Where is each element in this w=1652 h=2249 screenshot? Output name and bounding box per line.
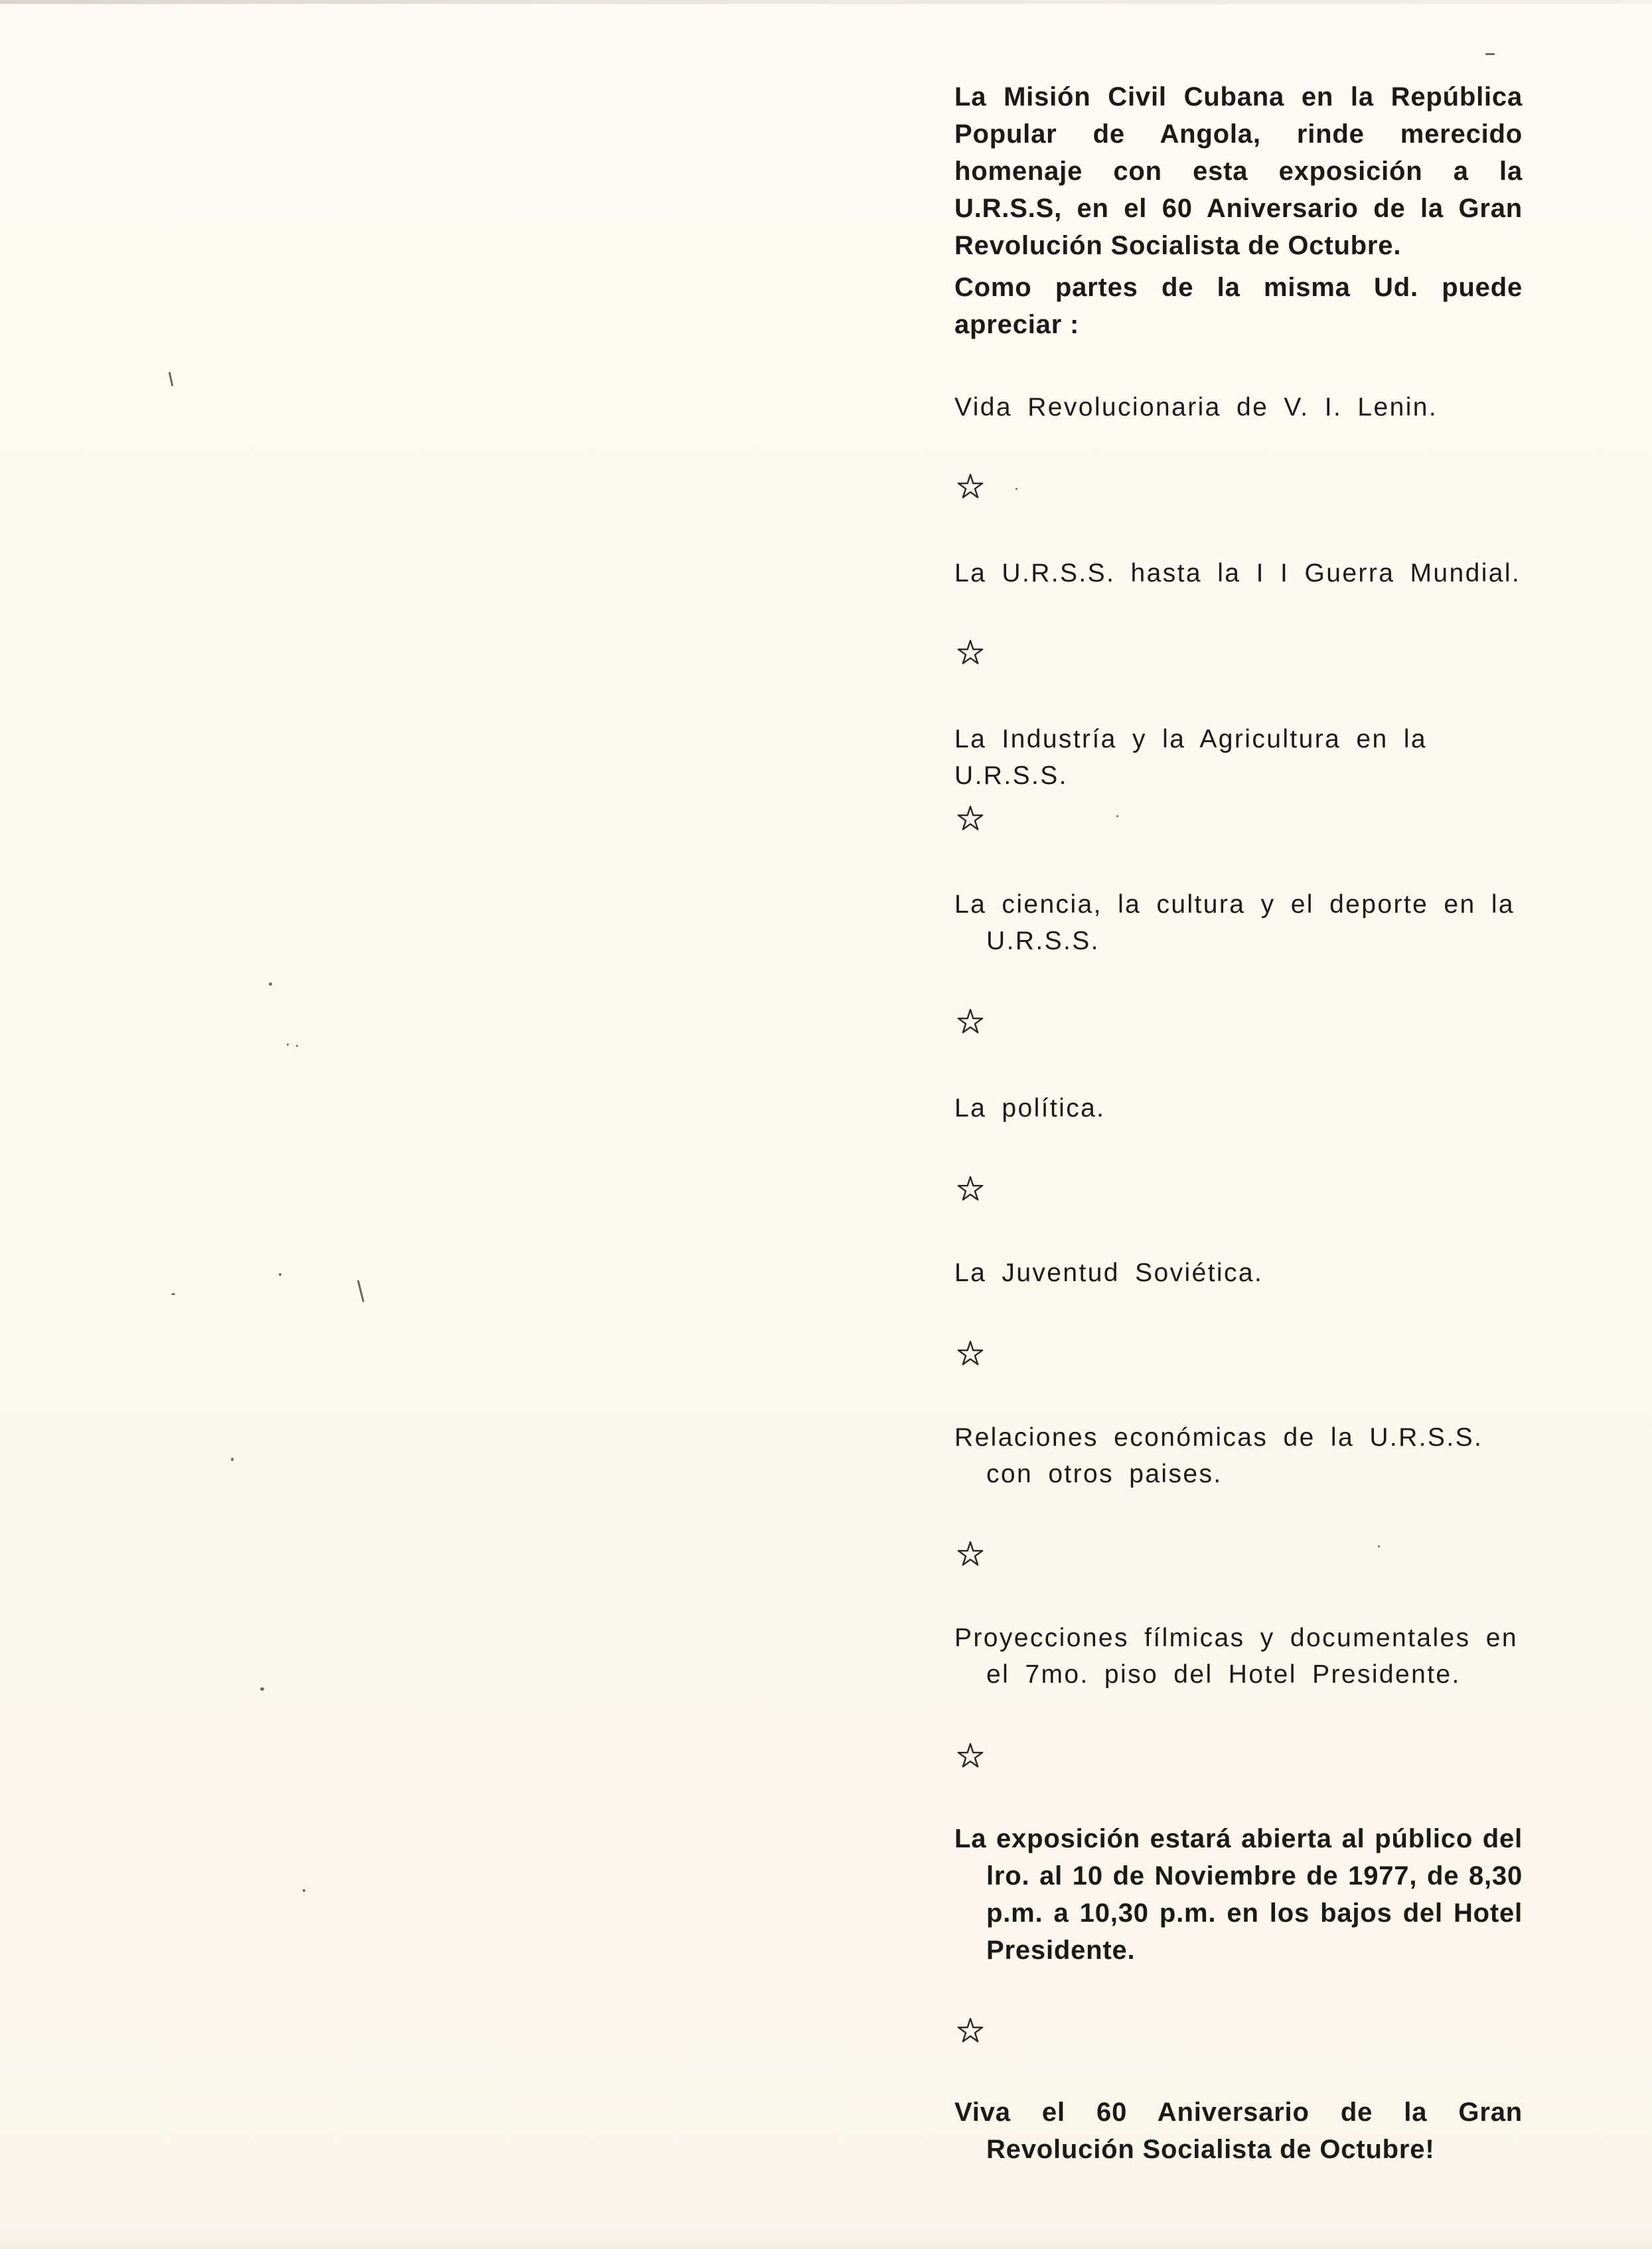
- star-icon: [956, 2017, 985, 2046]
- paper-speck: [303, 1889, 305, 1892]
- paper-speck: [169, 372, 174, 386]
- star-icon: [956, 1340, 985, 1369]
- paper-speck: [287, 1044, 289, 1046]
- star-icon: [956, 1540, 985, 1569]
- section-science: La ciencia, la cultura y el deporte en la U.R.S.S.: [954, 890, 1515, 955]
- paper-bottom-edge: [0, 2230, 1652, 2249]
- closing-slogan: Viva el 60 Aniversario de la Gran Revolución Socialista de Octubre!: [954, 2098, 1523, 2164]
- paper-speck: [171, 1293, 175, 1295]
- star-icon: [956, 1008, 985, 1037]
- star-icon: [956, 639, 985, 668]
- paper-speck: [231, 1458, 234, 1461]
- star-icon: [956, 473, 985, 502]
- paper-speck: [260, 1687, 264, 1691]
- intro-list-lead: Como partes de la misma Ud. puede apreciar :: [954, 273, 1523, 339]
- section-film-projections: Proyecciones fílmicas y documentales en el 7mo. piso del Hotel Presidente.: [954, 1624, 1518, 1689]
- section-economic-relations: Relaciones económicas de la U.R.S.S. con otros paises.: [954, 1423, 1483, 1488]
- star-icon: [956, 1175, 985, 1204]
- paper-speck: [1015, 488, 1017, 490]
- paper-speck: [357, 1280, 364, 1302]
- section-politics: La política.: [954, 1094, 1106, 1123]
- section-youth: La Juventud Soviética.: [954, 1259, 1264, 1287]
- section-lenin: Vida Revolucionaria de V. I. Lenin.: [954, 393, 1438, 422]
- paper-speck: [1116, 815, 1118, 817]
- paper-speck: [296, 1045, 298, 1047]
- paper-top-edge: [0, 0, 1652, 4]
- paper-speck: [269, 982, 272, 986]
- paper-speck: [279, 1273, 281, 1276]
- schedule-paragraph: La exposición estará abierta al público del lro. al 10 de Noviembre de 1977, de 8,30 p.m. a 10,30 p.m. en los bajos del Hotel Presidente.: [954, 1824, 1523, 1965]
- intro-paragraph: La Misión Civil Cubana en la República Popular de Angola, rinde merecido homenaje con esta exposición a la U.R.S.S, en el 60 Aniversario de la Gran Revolución Socialista de Octubre.: [954, 82, 1523, 260]
- section-industry: La Industría y la Agricultura en la U.R.S.S.: [954, 725, 1427, 790]
- section-urss-war: La U.R.S.S. hasta la I I Guerra Mundial.: [954, 559, 1521, 587]
- paper-speck: [1378, 1545, 1380, 1547]
- star-icon: [956, 805, 985, 834]
- star-icon: [956, 1742, 985, 1771]
- paper-speck: [1485, 53, 1495, 55]
